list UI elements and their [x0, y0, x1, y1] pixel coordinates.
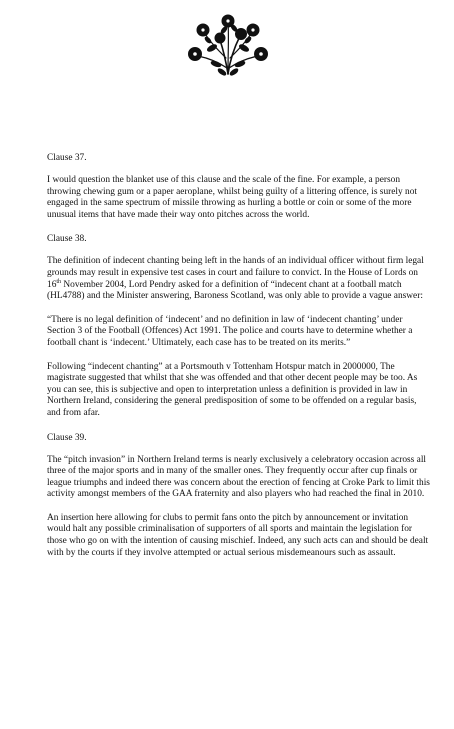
clause-37-heading: Clause 37.: [47, 153, 87, 163]
clause-38-paragraph-3: Following “indecent chanting” at a Portsmouth v Tottenham Hotspur match in 2000000, The magistrate suggested that whilst that she was offended and that other decent people may be too. As you can see, this is subjective and open to interpretation unless a definition is provided in law in Northern Ireland, considering the general predisposition of some to be offended on a regular basis, and from afar.: [47, 361, 418, 418]
clause-39-paragraph-1: The “pitch invasion” in Northern Ireland terms is nearly exclusively a celebratory occasion across all three of the major sports and in many of the smaller ones. They frequently occur after cup finals or league triumphs and indeed there was concern about the erection of fencing at Croke Park to limit this activity amongst members of the GAA fraternity and also players who had reached the final in 2010.: [47, 454, 430, 500]
clause-37-paragraph: I would question the blanket use of this clause and the scale of the fine. For example, a person throwing chewing gum or a paper aeroplane, whilst being guilty of a littering offence, is surely not engaged in the same spectrum of missile throwing as hurling a bottle or coin or some of the more unusual items that have made their way onto pitches across the world.: [47, 175, 418, 220]
ordinal-suffix: th: [56, 278, 62, 285]
clause-39-paragraph-2: An insertion here allowing for clubs to permit fans onto the pitch by announcement or invitation would halt any possible criminalisation of supporters of all sports and maintain the legislation for those who go on with the intention of causing mischief. Indeed, any such acts can and should be dealt with by the courts if they involve attempted or actual serious misdemeanours such as assault.: [47, 512, 429, 558]
clause-38-heading: Clause 38.: [47, 234, 87, 245]
clause-38-paragraph-1: The definition of indecent chanting being left in the hands of an individual officer without firm legal grounds may result in expensive test cases in court and failure to convict. In the House of Lords on 16th November 2004, Lord Pendry asked for a definition of “indecent chant at a football match (HL4788) and the Minister answering, Baroness Scotland, was only able to provide a vague answer:: [47, 256, 424, 302]
document-body: [47, 152, 432, 571]
clause-37-section: [47, 152, 432, 221]
clause-38-quote: “There is no legal definition of ‘indecent’ and no definition in law of ‘indecent chanting’ under Section 3 of the Football (Offences) Act 1991. The police and courts have to determine whether a football chant is ‘indecent.’ Ultimately, each case has to be treated on its merits.”: [47, 314, 413, 348]
clause-39-heading: Clause 39.: [47, 432, 87, 443]
clause-39-section: [47, 432, 432, 560]
flower-sprig-icon: [180, 12, 276, 78]
clause-38-section: [47, 233, 432, 419]
